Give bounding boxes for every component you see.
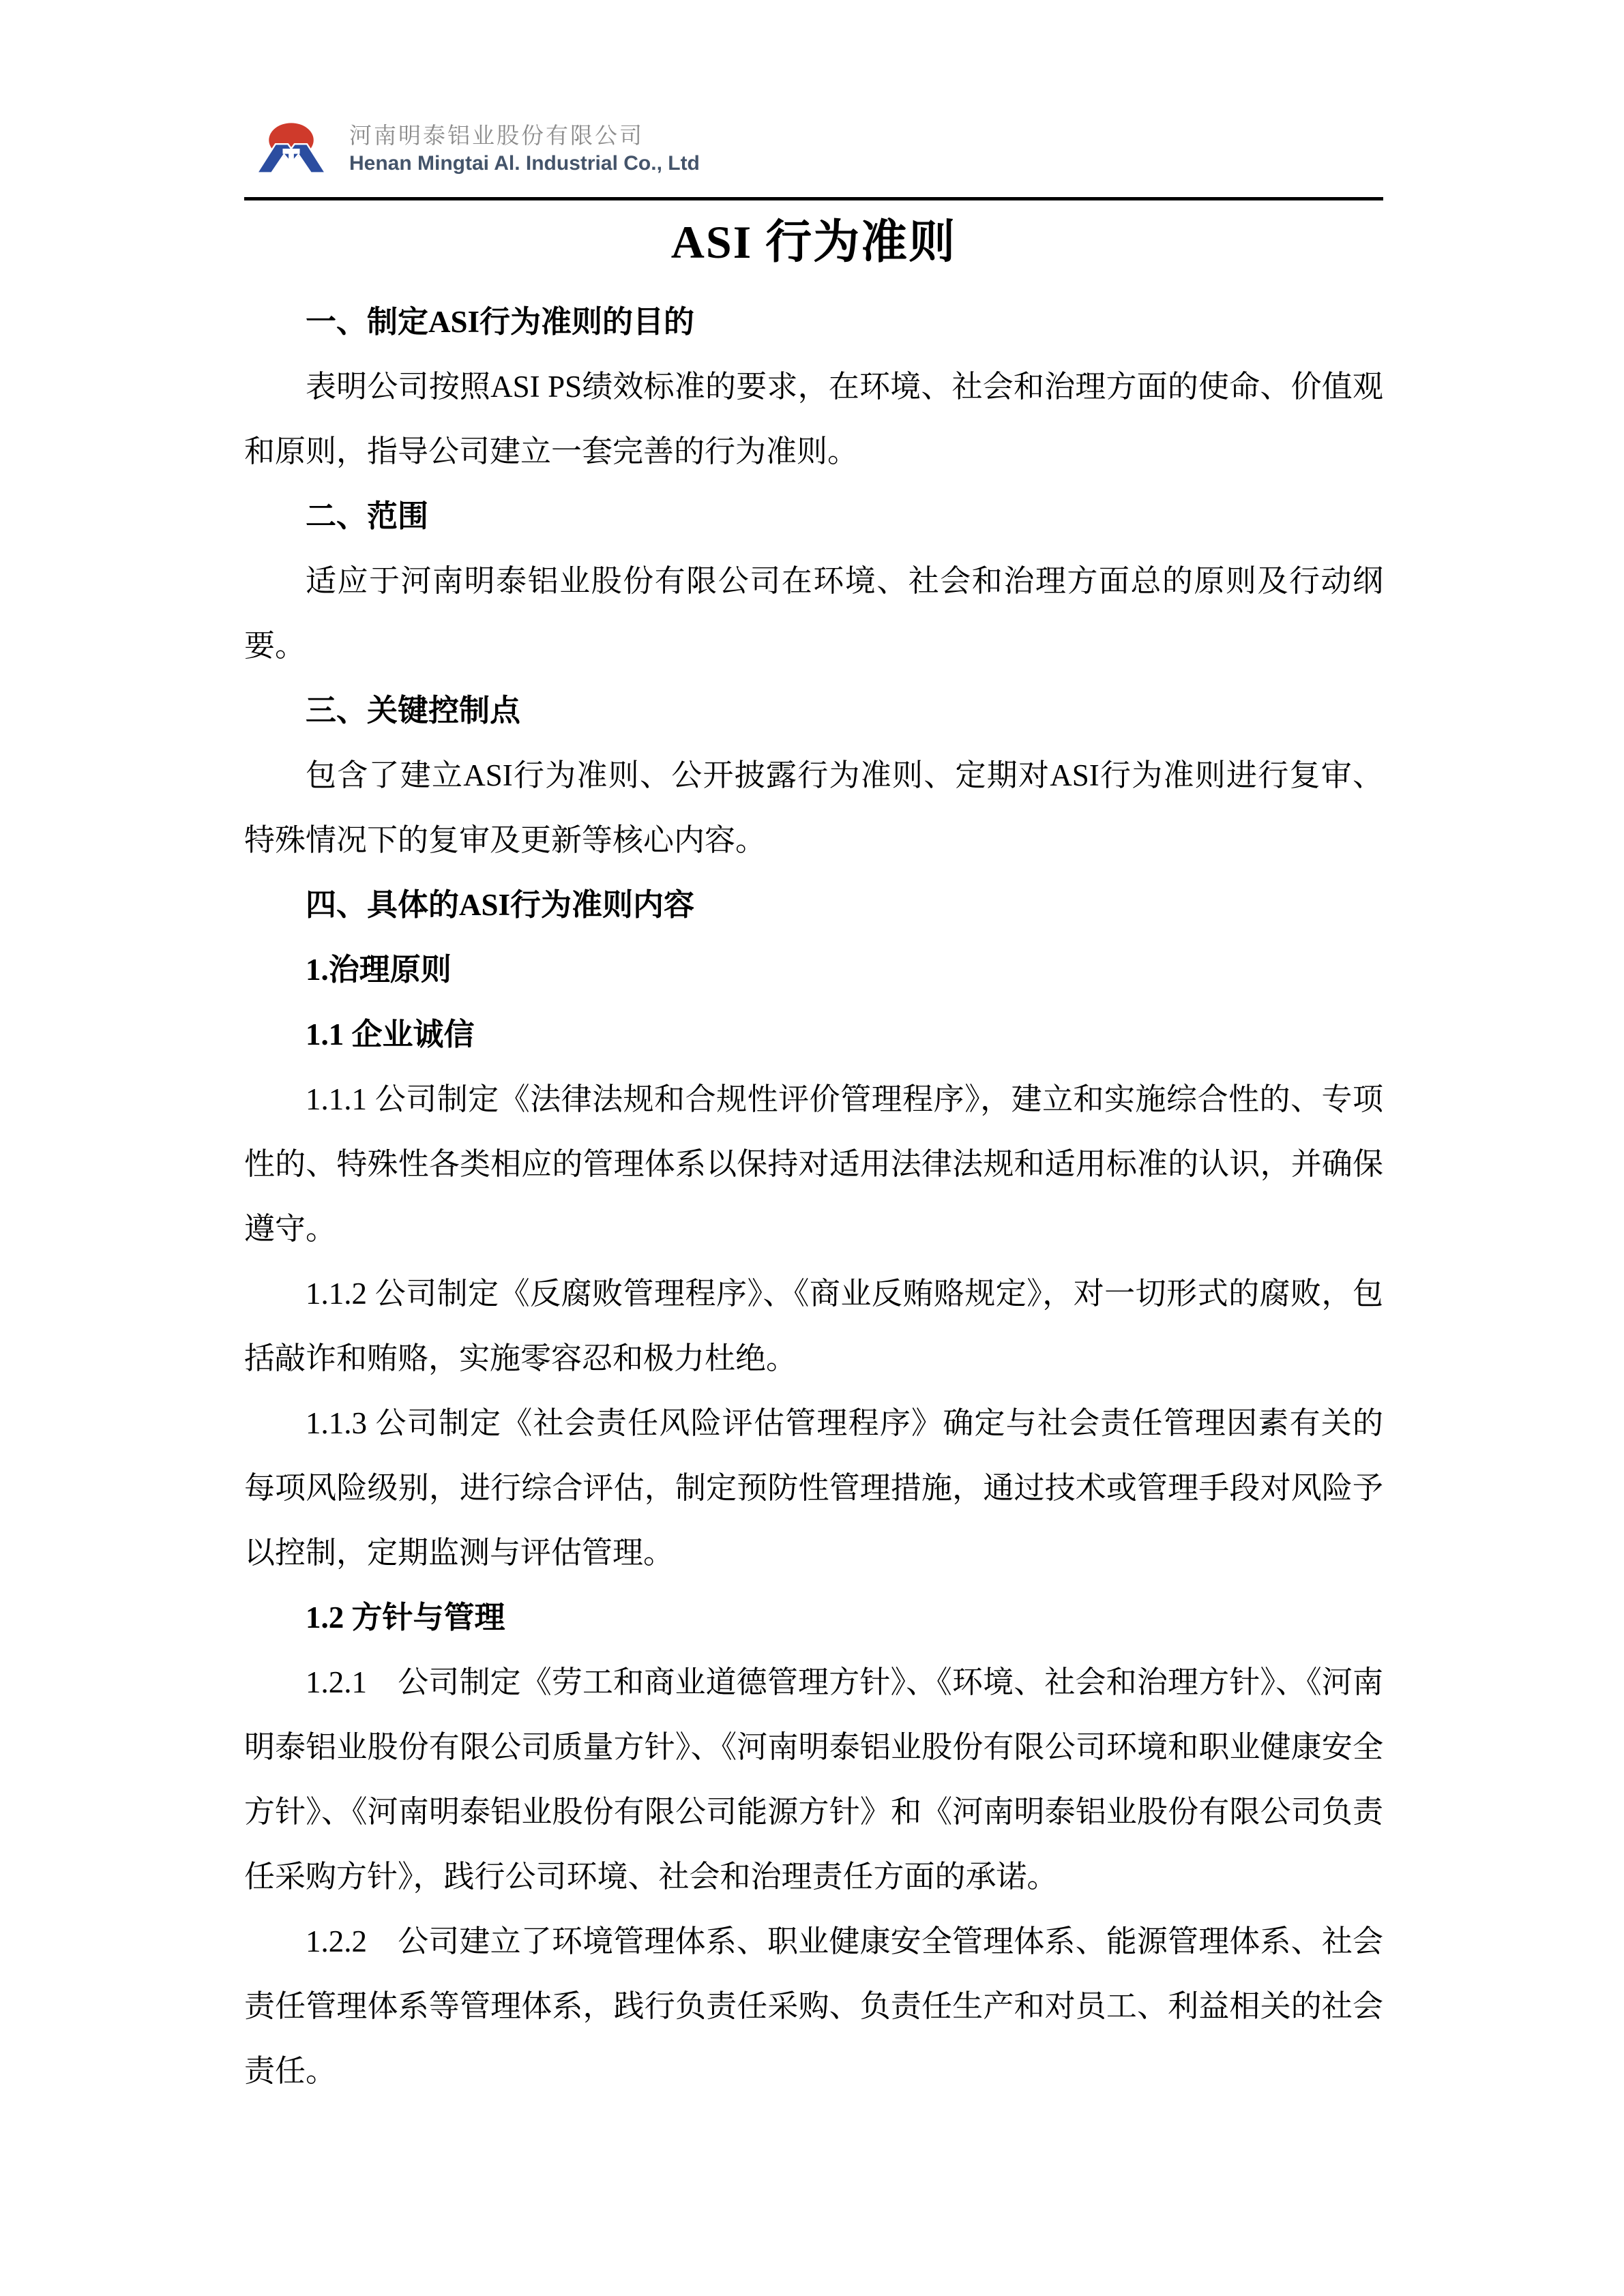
section-heading: 二、范围	[306, 499, 429, 534]
company-name-en: Henan Mingtai Al. Industrial Co., Ltd	[349, 151, 700, 175]
section-heading: 四、具体的ASI行为准则内容	[306, 888, 695, 923]
paragraph: 1.2.2 公司建立了环境管理体系、职业健康安全管理体系、能源管理体系、社会责任管理体系等管理体系，践行负责任采购、负责任生产和对员工、利益相关的社会责任。	[244, 1924, 1383, 2089]
document-body	[244, 290, 1383, 2104]
paragraph: 适应于河南明泰铝业股份有限公司在环境、社会和治理方面总的原则及行动纲要。	[244, 564, 1383, 664]
document-header	[244, 121, 1383, 176]
paragraph: 包含了建立ASI行为准则、公开披露行为准则、定期对ASI行为准则进行复审、特殊情况下的复审及更新等核心内容。	[244, 758, 1383, 858]
logo-t	[282, 149, 299, 171]
section-heading: 1.治理原则	[306, 953, 452, 987]
paragraph: 表明公司按照ASI PS绩效标准的要求，在环境、社会和治理方面的使命、价值观和原则，指导公司建立一套完善的行为准则。	[244, 370, 1383, 469]
section-heading: 1.1 企业诚信	[306, 1017, 475, 1052]
paragraph: 1.1.1 公司制定《法律法规和合规性评价管理程序》，建立和实施综合性的、专项性的、特殊性各类相应的管理体系以保持对适用法律法规和适用标准的认识，并确保遵守。	[244, 1082, 1383, 1247]
company-logo-icon	[255, 121, 327, 175]
section-heading: 1.2 方针与管理	[306, 1600, 505, 1635]
company-names	[349, 121, 700, 175]
header-divider	[244, 197, 1383, 200]
company-name-zh: 河南明泰铝业股份有限公司	[349, 123, 644, 148]
paragraph: 1.1.2 公司制定《反腐败管理程序》、《商业反贿赂规定》，对一切形式的腐败，包括敲诈和贿赂，实施零容忍和极力杜绝。	[244, 1277, 1383, 1376]
document-title: ASI 行为准则	[670, 216, 957, 268]
paragraph: 1.1.3 公司制定《社会责任风险评估管理程序》确定与社会责任管理因素有关的每项风险级别，进行综合评估，制定预防性管理措施，通过技术或管理手段对风险予以控制，定期监测与评估管理。	[244, 1406, 1383, 1570]
paragraph: 1.2.1 公司制定《劳工和商业道德管理方针》、《环境、社会和治理方针》、《河南明泰铝业股份有限公司质量方针》、《河南明泰铝业股份有限公司环境和职业健康安全方针》、《河南明泰铝业股份有限公司能源方针》和《河南明泰铝业股份有限公司负责任采购方针》，践行公司环境、社会和治理责任方面的承诺。	[244, 1665, 1383, 1894]
section-heading: 三、关键控制点	[306, 694, 521, 728]
section-heading: 一、制定ASI行为准则的目的	[306, 305, 695, 340]
